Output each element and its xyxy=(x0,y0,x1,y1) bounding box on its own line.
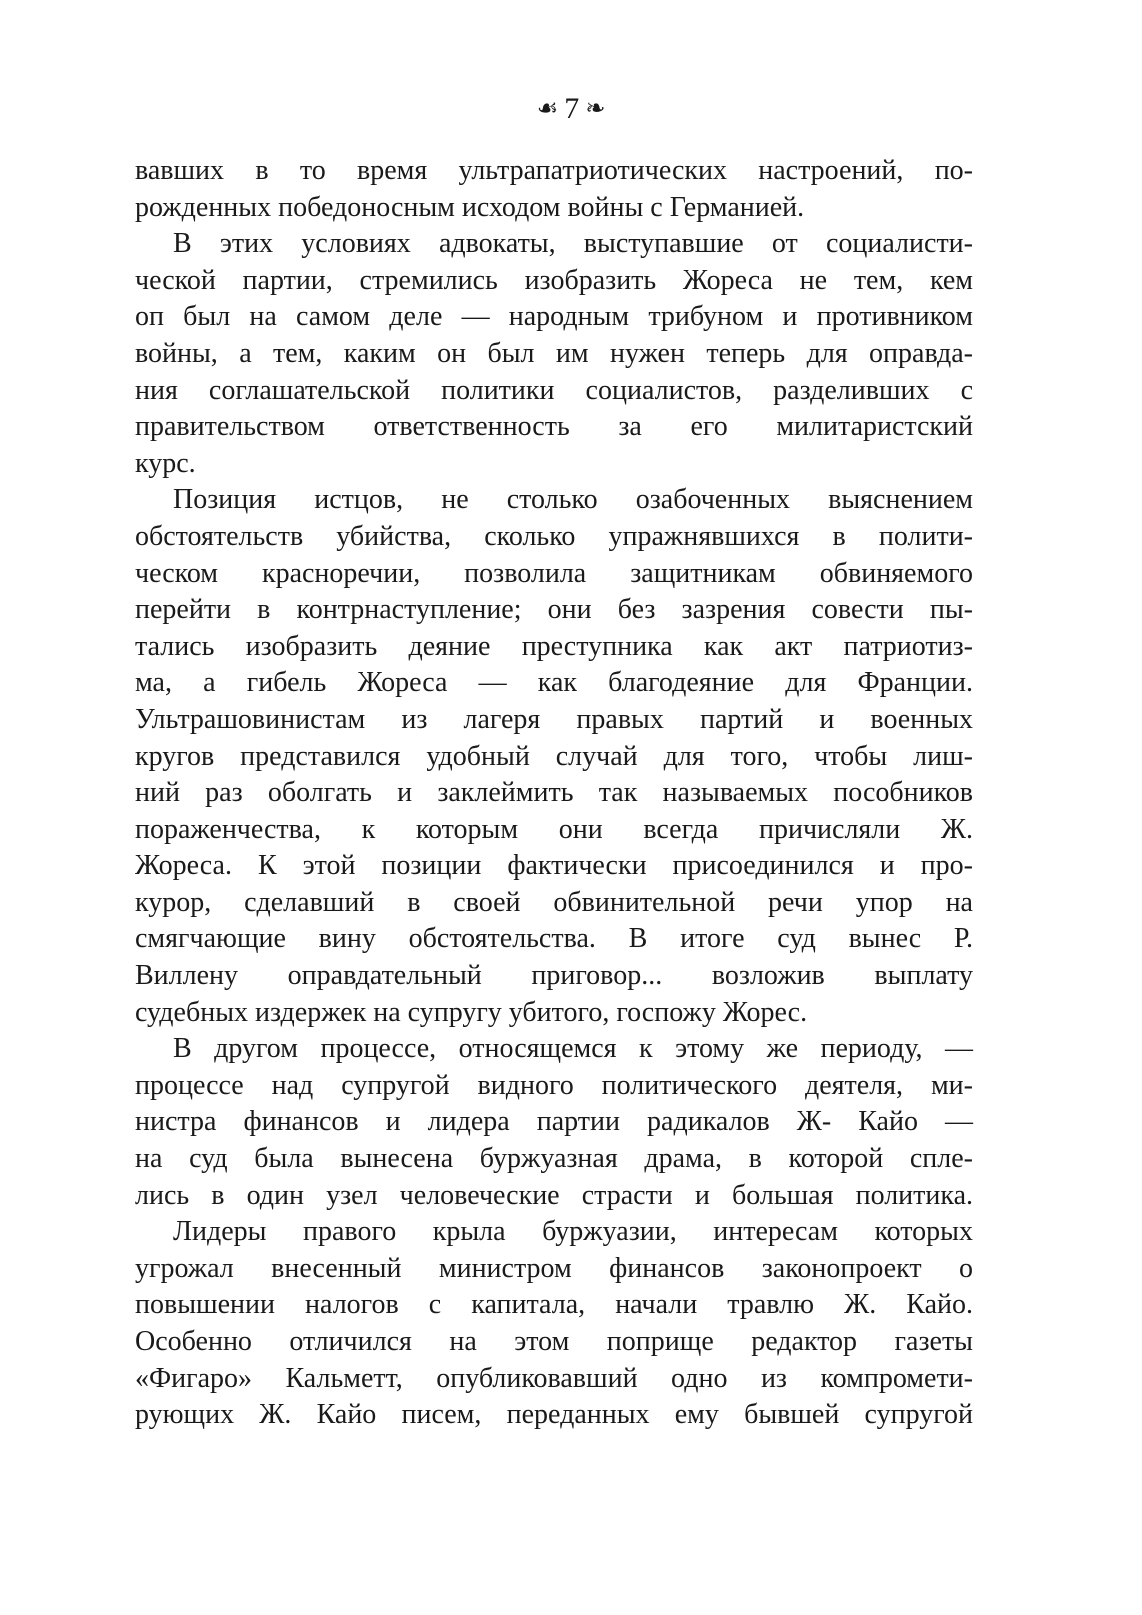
page-number: 7 xyxy=(564,92,580,125)
text-line: рующих Ж. Кайо писем, переданных ему бывшей супругой xyxy=(135,1399,973,1431)
text-line: ческом красноречии, позволила защитникам обвиняемого xyxy=(135,557,973,589)
text-line: лись в один узел человеческие страсти и большая политика. xyxy=(135,1179,973,1211)
text-line: вавших в то время ультрапатриотических настроений, по- xyxy=(135,155,973,186)
text-line: нистра финансов и лидера партии радикалов Ж- Кайо — xyxy=(135,1106,973,1138)
text-line: Виллену оправдательный приговор... возложив выплату xyxy=(135,960,973,992)
text-line: В этих условиях адвокаты, выступавшие от социалисти- xyxy=(173,228,973,260)
text-line: В другом процессе, относящемся к этому же периоду, — xyxy=(173,1033,973,1065)
text-line: Ультрашовинистам из лагеря правых партий и военных xyxy=(135,703,973,735)
text-line: Позиция истцов, не столько озабоченных выяснением xyxy=(173,484,973,516)
text-line: угрожал внесенный министром финансов законопроект о xyxy=(135,1252,973,1284)
text-line: рожденных победоносным исходом войны с Германией. xyxy=(135,191,805,223)
text-line: ма, а гибель Жореса — как благодеяние для Франции. xyxy=(135,667,973,699)
text-line: ческой партии, стремились изобразить Жореса не тем, кем xyxy=(135,264,973,296)
text-line: Особенно отличился на этом поприще редактор газеты xyxy=(135,1326,973,1357)
text-line: процессе над супругой видного политического деятеля, ми- xyxy=(135,1069,973,1101)
text-line: курс. xyxy=(135,447,196,479)
text-line: судебных издержек на супругу убитого, госпожу Жорес. xyxy=(135,996,808,1028)
text-line: ний раз оболгать и заклеймить так называемых пособников xyxy=(135,777,973,809)
text-line: обстоятельств убийства, сколько упражнявшихся в полити- xyxy=(135,520,973,552)
text-line: Лидеры правого крыла буржуазии, интересам которых xyxy=(173,1216,973,1248)
ornament-right-icon: ❧ xyxy=(585,94,606,122)
text-line: Жореса. К этой позиции фактически присоединился и про- xyxy=(135,850,973,882)
ornament-left-icon: ☙ xyxy=(536,94,559,122)
text-line: повышении налогов с капитала, начали травлю Ж. Кайо. xyxy=(135,1289,973,1321)
text-line: ния соглашательской политики социалистов, разделивших с xyxy=(135,374,973,406)
text-line: войны, а тем, каким он был им нужен теперь для оправда- xyxy=(135,337,973,369)
text-line: курор, сделавший в своей обвинительной речи упор на xyxy=(135,886,973,918)
body-text xyxy=(135,153,973,1434)
text-line: оп был на самом деле — народным трибуном и противником xyxy=(135,301,973,333)
text-line: на суд была вынесена буржуазная драма, в которой спле- xyxy=(135,1143,973,1175)
text-line: правительством ответственность за его милитаристский xyxy=(135,411,973,443)
text-line: перейти в контрнаступление; они без зазрения совести пы- xyxy=(135,594,973,626)
text-line: тались изобразить деяние преступника как акт патриотиз- xyxy=(135,630,973,662)
page-header xyxy=(0,88,1142,129)
text-line: смягчающие вину обстоятельства. В итоге суд вынес Р. xyxy=(135,923,973,955)
text-line: «Фигаро» Кальметт, опубликовавший одно из компромети- xyxy=(135,1362,973,1394)
text-line: пораженчества, к которым они всегда причисляли Ж. xyxy=(135,813,973,845)
text-line: кругов представился удобный случай для того, чтобы лиш- xyxy=(135,740,973,772)
